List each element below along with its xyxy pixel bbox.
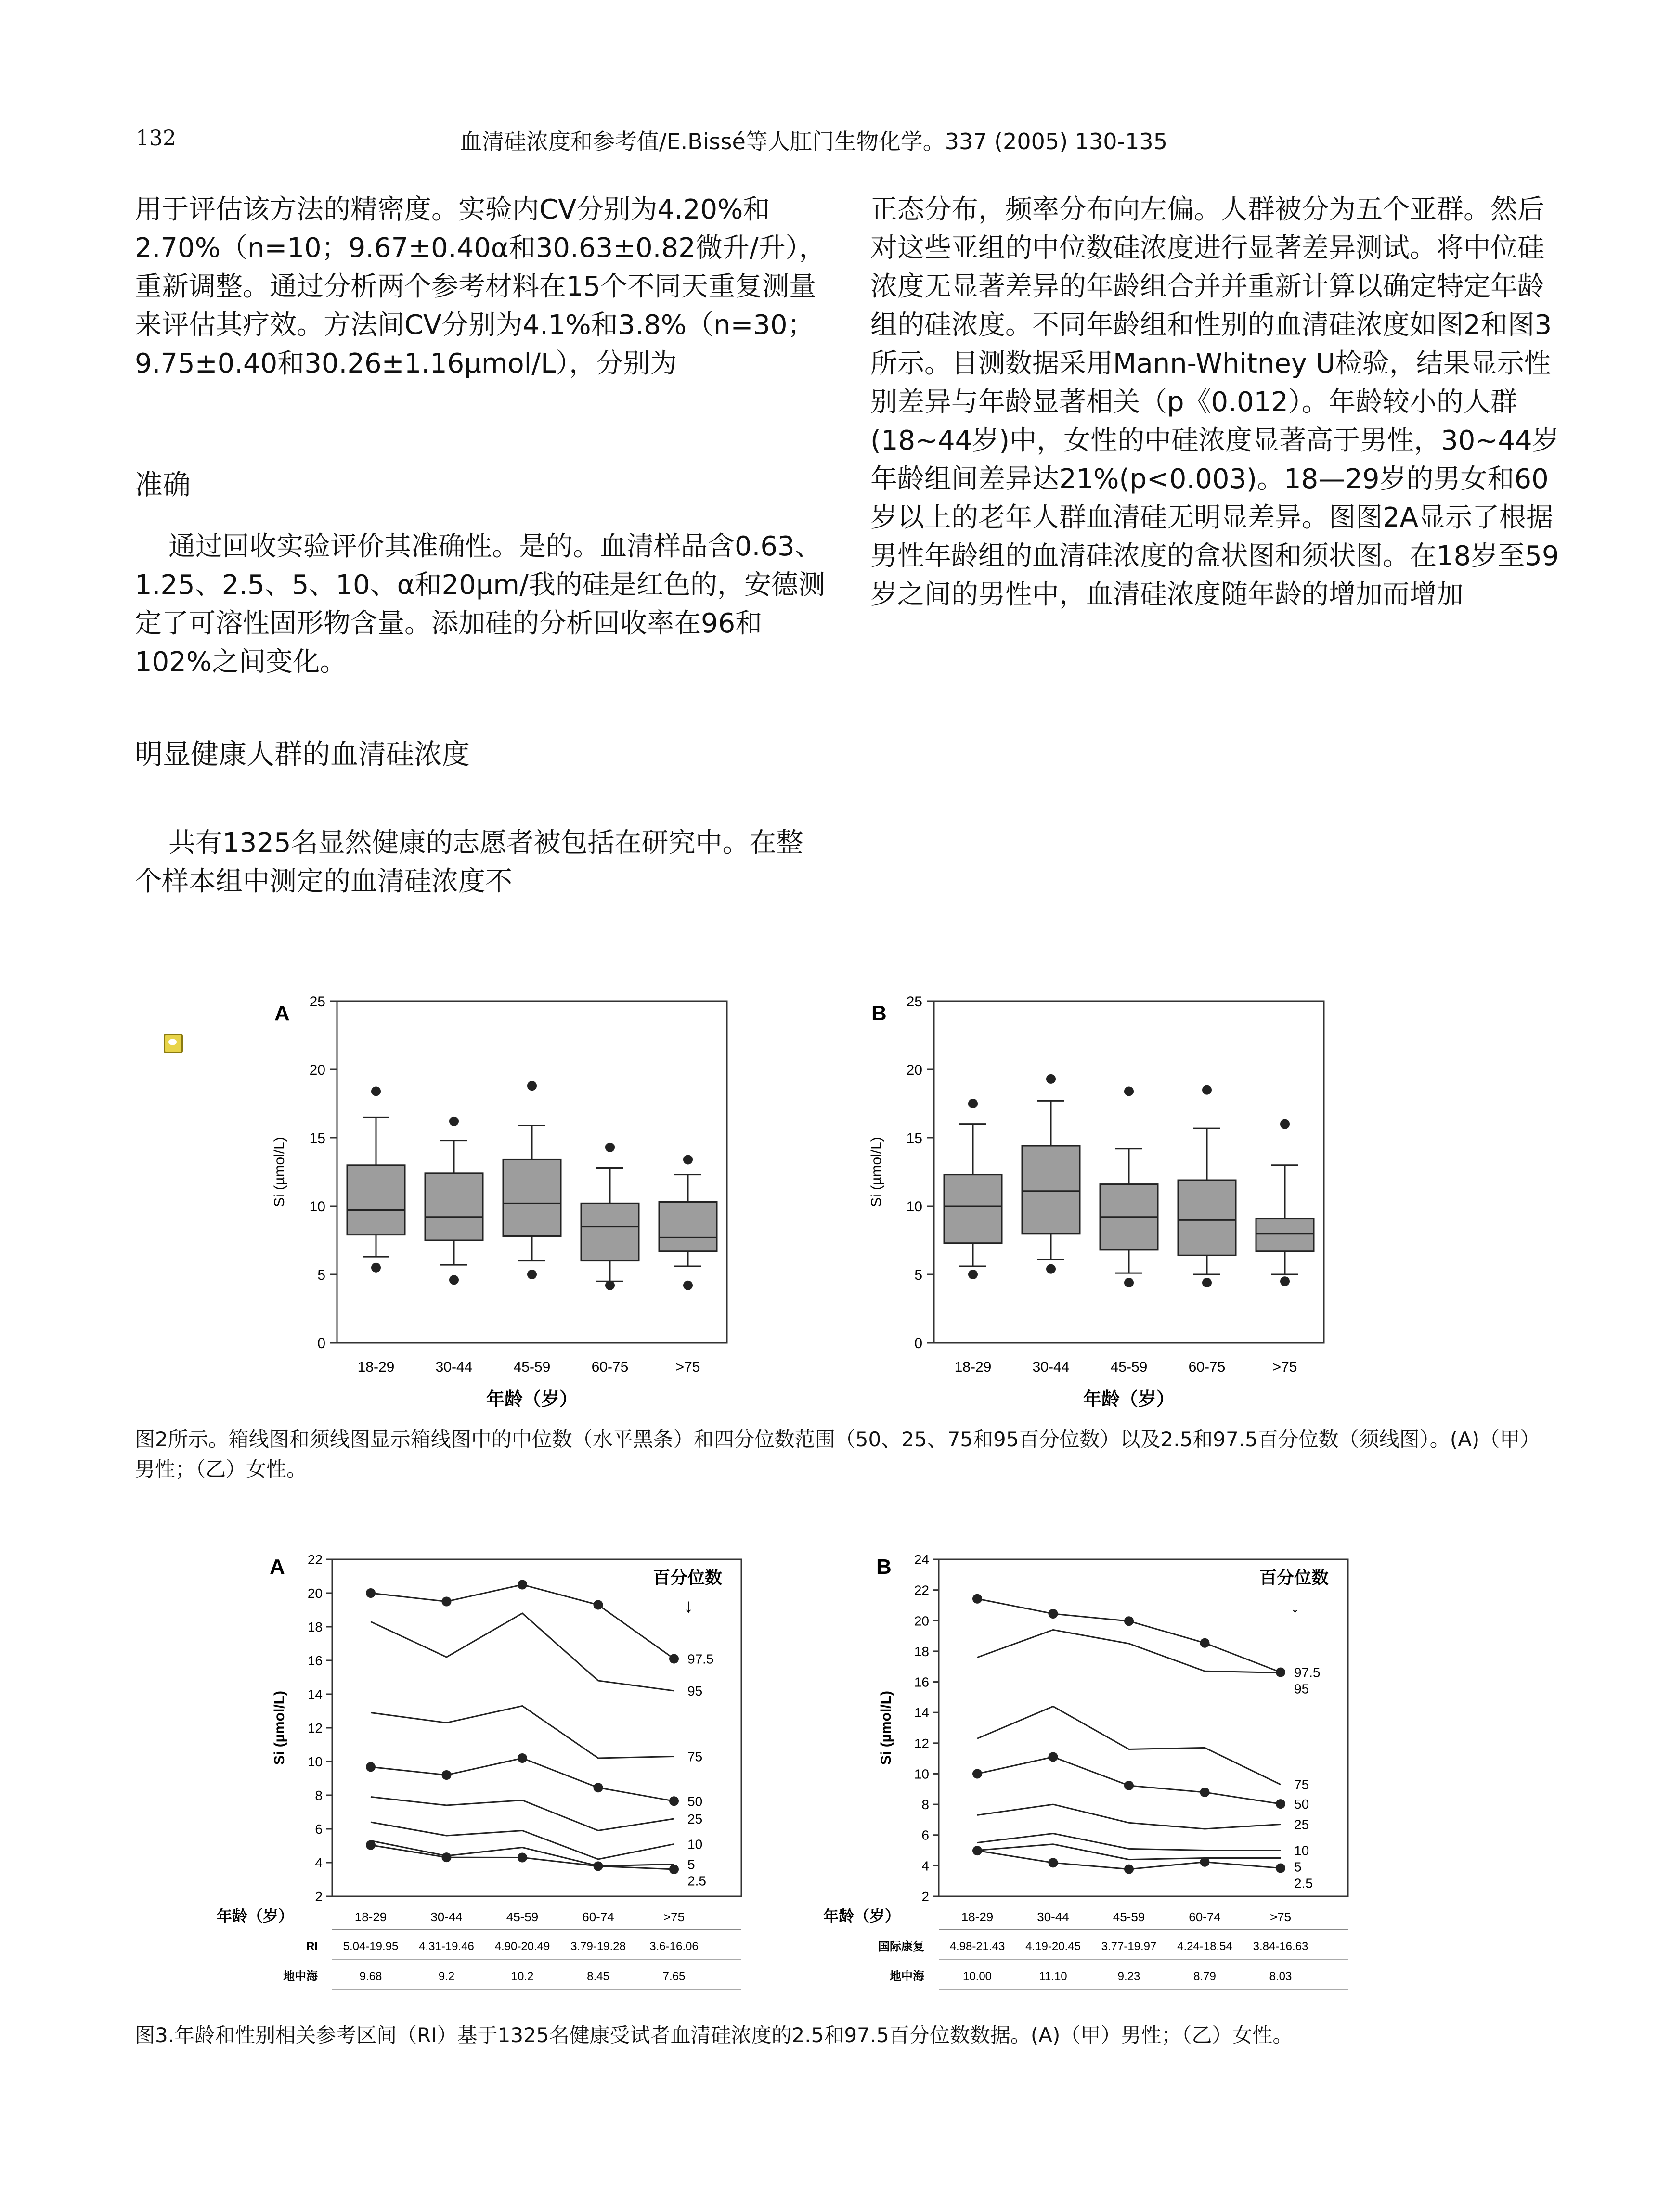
series-label: 25 bbox=[687, 1812, 703, 1826]
series-label: 5 bbox=[687, 1857, 695, 1872]
series-label: 50 bbox=[1294, 1797, 1309, 1812]
percentile-line-25 bbox=[371, 1797, 674, 1831]
percentile-point bbox=[366, 1588, 376, 1598]
y-tick-label: 10 bbox=[307, 1754, 323, 1769]
y-tick-label: 16 bbox=[914, 1674, 929, 1690]
y-tick-label: 22 bbox=[914, 1582, 929, 1598]
box bbox=[1022, 1146, 1080, 1234]
figure-2-caption: 图2所示。箱线图和须线图显示箱线图中的中位数（水平黑条）和四分位数范围（50、25、75和95百分位数）以及2.5和97.5百分位数（须线图）。(A)（甲）男性；（乙）女性。 bbox=[135, 1428, 1541, 1481]
percentile-point bbox=[1200, 1638, 1210, 1648]
y-tick-label: 5 bbox=[914, 1267, 922, 1283]
x-tick-label: 30-44 bbox=[1032, 1359, 1070, 1375]
plot-frame bbox=[939, 1559, 1348, 1896]
table-cell: 4.24-18.54 bbox=[1177, 1940, 1232, 1953]
x-tick-label: 60-75 bbox=[1188, 1359, 1226, 1375]
box bbox=[425, 1173, 483, 1240]
table-cell: 10.00 bbox=[962, 1970, 992, 1983]
percentile-line-97.5 bbox=[977, 1599, 1281, 1672]
precision-text: 用于评估该方法的精密度。实验内CV分别为4.20%和2.70%（n=10；9.67±0.40α和30.63±0.82微升/升），重新调整。通过分析两个参考材料在15个不同天重复测量来评估其疗效。方法间CV分别为4.1%和3.8%（n=30；9.75±0.40和30.26±1.16μmol/L），分别为 bbox=[135, 194, 826, 379]
x-tick-label: >75 bbox=[1272, 1359, 1297, 1375]
precision-paragraph bbox=[135, 191, 828, 383]
table-cell: 3.77-19.97 bbox=[1101, 1940, 1157, 1953]
outlier-point bbox=[1046, 1074, 1056, 1084]
percentile-line-95 bbox=[977, 1630, 1281, 1672]
table-cell: 8.03 bbox=[1269, 1970, 1292, 1983]
y-tick-label: 0 bbox=[914, 1336, 922, 1351]
percentile-point bbox=[1200, 1857, 1210, 1867]
outlier-point bbox=[1124, 1086, 1134, 1096]
outlier-point bbox=[605, 1281, 615, 1290]
percentile-line-25 bbox=[977, 1804, 1281, 1829]
percentile-point bbox=[442, 1597, 452, 1607]
y-tick-label: 14 bbox=[914, 1705, 929, 1721]
table-cell: 3.84-16.63 bbox=[1253, 1940, 1308, 1953]
percentile-title: 百分位数 bbox=[652, 1568, 722, 1587]
x-tick-label: 30-44 bbox=[435, 1359, 473, 1375]
arrow-down-icon: ↓ bbox=[1290, 1595, 1300, 1617]
x-tick-label: 30-44 bbox=[1037, 1910, 1069, 1924]
y-axis-label: Si (µmol/L) bbox=[272, 1691, 287, 1765]
series-label: 10 bbox=[687, 1837, 703, 1852]
percentile-title: 百分位数 bbox=[1259, 1568, 1329, 1587]
x-axis-label: 年龄（岁） bbox=[1083, 1389, 1175, 1410]
percentile-point bbox=[1276, 1863, 1285, 1873]
x-tick-label: >75 bbox=[1269, 1910, 1292, 1924]
box bbox=[1178, 1180, 1236, 1255]
accuracy-paragraph: 通过回收实验评价其准确性。是的。血清样品含0.63、1.25、2.5、5、10、α和20μm/我的硅是红色的，安德测定了可溶性固形物含量。添加硅的分析回收率在96和102%之间变化。 bbox=[135, 531, 825, 678]
y-tick-label: 15 bbox=[906, 1131, 922, 1146]
series-label: 2.5 bbox=[687, 1873, 706, 1889]
x-tick-label: 60-74 bbox=[582, 1910, 614, 1924]
table-cell: 3.6-16.06 bbox=[649, 1940, 699, 1953]
series-label: 2.5 bbox=[1294, 1876, 1313, 1891]
table-cell: 3.79-19.28 bbox=[570, 1940, 626, 1953]
y-axis-label: Si (µmol/L) bbox=[868, 1137, 884, 1207]
y-axis-label: Si (µmol/L) bbox=[272, 1137, 287, 1207]
y-tick-label: 10 bbox=[309, 1199, 325, 1215]
percentile-point bbox=[442, 1770, 452, 1780]
table-row-label: 国际康复 bbox=[878, 1940, 924, 1953]
series-label: 95 bbox=[1294, 1681, 1309, 1697]
x-tick-label: 60-75 bbox=[591, 1359, 629, 1375]
series-label: 75 bbox=[687, 1749, 703, 1764]
table-cell: 4.90-20.49 bbox=[494, 1940, 550, 1953]
box bbox=[581, 1203, 639, 1260]
percentile-point bbox=[518, 1753, 527, 1763]
percentile-line-10 bbox=[977, 1834, 1281, 1851]
series-label: 97.5 bbox=[1294, 1665, 1321, 1680]
outlier-point bbox=[371, 1086, 381, 1096]
percentile-point bbox=[442, 1852, 452, 1862]
outlier-point bbox=[449, 1117, 459, 1126]
percentile-point bbox=[972, 1594, 982, 1604]
percentile-point bbox=[1124, 1865, 1134, 1874]
x-tick-label: 18-29 bbox=[354, 1910, 387, 1924]
arrow-down-icon: ↓ bbox=[684, 1595, 693, 1617]
series-label: 5 bbox=[1294, 1859, 1302, 1875]
x-tick-label: 18-29 bbox=[357, 1359, 395, 1375]
series-label: 25 bbox=[1294, 1817, 1309, 1832]
outlier-point bbox=[449, 1275, 459, 1285]
y-tick-label: 12 bbox=[307, 1721, 323, 1736]
series-label: 75 bbox=[1294, 1777, 1309, 1792]
outlier-point bbox=[527, 1081, 537, 1091]
age-label: 年龄（岁） bbox=[217, 1907, 294, 1925]
results-paragraph bbox=[870, 191, 1564, 614]
percentile-point bbox=[594, 1600, 603, 1610]
percentile-point bbox=[1124, 1781, 1134, 1790]
figure-2 bbox=[0, 972, 1658, 1420]
outlier-point bbox=[1124, 1278, 1134, 1287]
percentile-point bbox=[669, 1865, 679, 1874]
y-tick-label: 22 bbox=[307, 1552, 323, 1567]
y-tick-label: 4 bbox=[921, 1858, 929, 1874]
percentile-point bbox=[1276, 1799, 1285, 1809]
percentile-line-50 bbox=[371, 1758, 674, 1801]
outlier-point bbox=[1202, 1085, 1212, 1095]
population-heading: 明显健康人群的血清硅浓度 bbox=[135, 738, 470, 771]
percentile-line-50 bbox=[977, 1757, 1281, 1804]
page-number: 132 bbox=[136, 126, 176, 151]
outlier-point bbox=[605, 1143, 615, 1152]
percentile-point bbox=[972, 1769, 982, 1778]
outlier-point bbox=[1046, 1264, 1056, 1274]
x-tick-label: >75 bbox=[675, 1359, 700, 1375]
series-label: 50 bbox=[687, 1794, 703, 1809]
percentile-point bbox=[1049, 1609, 1058, 1619]
y-tick-label: 18 bbox=[914, 1644, 929, 1659]
x-tick-label: 18-29 bbox=[961, 1910, 994, 1924]
y-tick-label: 0 bbox=[317, 1336, 325, 1351]
x-tick-label: 60-74 bbox=[1189, 1910, 1221, 1924]
running-title: 血清硅浓度和参考值/E.Bissé等人肛门生物化学。337 (2005) 130-135 bbox=[460, 129, 1167, 154]
percentile-line-75 bbox=[371, 1706, 674, 1759]
y-tick-label: 18 bbox=[307, 1620, 323, 1634]
table-cell: 8.45 bbox=[587, 1970, 609, 1983]
x-tick-label: 45-59 bbox=[1110, 1359, 1148, 1375]
percentile-point bbox=[594, 1861, 603, 1871]
y-tick-label: 8 bbox=[921, 1797, 929, 1813]
x-tick-label: 45-59 bbox=[506, 1910, 539, 1924]
outlier-point bbox=[1202, 1278, 1212, 1287]
percentile-point bbox=[518, 1580, 527, 1590]
y-tick-label: 25 bbox=[309, 994, 325, 1010]
x-tick-label: 30-44 bbox=[430, 1910, 463, 1924]
panel-letter: B bbox=[876, 1555, 892, 1579]
x-tick-label: >75 bbox=[663, 1910, 685, 1924]
age-label: 年龄（岁） bbox=[823, 1907, 901, 1925]
y-tick-label: 10 bbox=[914, 1766, 929, 1782]
outlier-point bbox=[968, 1099, 978, 1108]
table-row-label: RI bbox=[306, 1940, 318, 1953]
panel-letter: A bbox=[274, 1002, 290, 1025]
percentile-point bbox=[1049, 1858, 1058, 1867]
panel-letter: B bbox=[871, 1002, 887, 1025]
table-cell: 4.19-20.45 bbox=[1025, 1940, 1081, 1953]
figure-3-caption: 图3.年龄和性别相关参考区间（RI）基于1325名健康受试者血清硅浓度的2.5和97.5百分位数数据。(A)（甲）男性；（乙）女性。 bbox=[135, 2023, 1293, 2047]
outlier-point bbox=[683, 1281, 693, 1290]
percentile-line-75 bbox=[977, 1706, 1281, 1784]
percentile-point bbox=[366, 1762, 376, 1772]
y-tick-label: 20 bbox=[914, 1613, 929, 1629]
percentile-line-95 bbox=[371, 1613, 674, 1691]
y-tick-label: 25 bbox=[906, 994, 922, 1010]
panel-letter: A bbox=[270, 1555, 285, 1579]
y-tick-label: 20 bbox=[906, 1062, 922, 1078]
series-label: 97.5 bbox=[687, 1651, 714, 1667]
table-cell: 10.2 bbox=[511, 1970, 534, 1983]
percentile-point bbox=[669, 1796, 679, 1806]
box bbox=[1256, 1219, 1314, 1251]
table-row-label: 地中海 bbox=[890, 1970, 924, 1983]
table-row-label: 地中海 bbox=[283, 1970, 318, 1983]
y-tick-label: 8 bbox=[315, 1788, 323, 1803]
percentile-point bbox=[1049, 1752, 1058, 1762]
box bbox=[659, 1202, 717, 1251]
percentile-point bbox=[366, 1840, 376, 1850]
y-tick-label: 15 bbox=[309, 1131, 325, 1146]
y-tick-label: 20 bbox=[307, 1586, 323, 1601]
series-label: 10 bbox=[1294, 1843, 1309, 1858]
y-tick-label: 20 bbox=[309, 1062, 325, 1078]
y-tick-label: 10 bbox=[906, 1199, 922, 1215]
percentile-point bbox=[669, 1654, 679, 1664]
percentile-point bbox=[518, 1853, 527, 1863]
percentile-line-97.5 bbox=[371, 1585, 674, 1659]
figure-3 bbox=[0, 1545, 1658, 2007]
box bbox=[503, 1159, 561, 1236]
table-cell: 5.04-19.95 bbox=[343, 1940, 399, 1953]
table-cell: 9.68 bbox=[359, 1970, 382, 1983]
percentile-point bbox=[594, 1783, 603, 1792]
table-cell: 8.79 bbox=[1193, 1970, 1216, 1983]
x-tick-label: 45-59 bbox=[513, 1359, 551, 1375]
y-tick-label: 5 bbox=[317, 1267, 325, 1283]
table-cell: 9.2 bbox=[438, 1970, 455, 1983]
table-cell: 11.10 bbox=[1039, 1970, 1067, 1983]
y-tick-label: 12 bbox=[914, 1736, 929, 1751]
y-tick-label: 6 bbox=[315, 1822, 323, 1837]
y-tick-label: 4 bbox=[315, 1855, 323, 1870]
table-cell: 4.98-21.43 bbox=[949, 1940, 1005, 1953]
x-tick-label: 45-59 bbox=[1113, 1910, 1145, 1924]
table-cell: 9.23 bbox=[1117, 1970, 1140, 1983]
accuracy-heading: 准确 bbox=[135, 468, 191, 501]
y-tick-label: 16 bbox=[307, 1653, 323, 1668]
percentile-point bbox=[1124, 1616, 1134, 1626]
percentile-point bbox=[972, 1846, 982, 1855]
table-cell: 4.31-19.46 bbox=[419, 1940, 474, 1953]
outlier-point bbox=[683, 1155, 693, 1164]
box bbox=[944, 1175, 1002, 1243]
x-tick-label: 18-29 bbox=[954, 1359, 992, 1375]
y-tick-label: 14 bbox=[307, 1687, 323, 1702]
results-text: 正态分布，频率分布向左偏。人群被分为五个亚群。然后对这些亚组的中位数硅浓度进行显著差异测试。将中位硅浓度无显著差异的年龄组合并并重新计算以确定特定年龄组的硅浓度。不同年龄组和性别的血清硅浓度如图2和图3所示。目测数据采用Mann-Whitney U检验，结果显示性别差异与年龄显著相关（p《0.012）。年龄较小的人群(18~44岁)中，女性的中硅浓度显著高于男性，30~44岁年龄组间差异达21%(p<0.003)。18—29岁的男女和60岁以上的老年人群血清硅无明显差异。图图2A显示了根据男性年龄组的血清硅浓度的盒状图和须状图。在18岁至59岁之间的男性中，血清硅浓度随年龄的增加而增加 bbox=[870, 194, 1559, 610]
x-axis-label: 年龄（岁） bbox=[486, 1389, 578, 1410]
outlier-point bbox=[1280, 1119, 1290, 1129]
box bbox=[347, 1165, 405, 1235]
y-tick-label: 2 bbox=[921, 1889, 929, 1904]
outlier-point bbox=[371, 1263, 381, 1273]
population-paragraph: 共有1325名显然健康的志愿者被包括在研究中。在整个样本组中测定的血清硅浓度不 bbox=[135, 827, 803, 897]
y-tick-label: 2 bbox=[315, 1889, 323, 1904]
percentile-point bbox=[1200, 1788, 1210, 1797]
table-cell: 7.65 bbox=[662, 1970, 686, 1983]
series-label: 95 bbox=[687, 1684, 703, 1698]
y-tick-label: 6 bbox=[921, 1827, 929, 1843]
outlier-point bbox=[968, 1270, 978, 1279]
outlier-point bbox=[1280, 1276, 1290, 1286]
y-tick-label: 24 bbox=[914, 1552, 929, 1567]
y-axis-label: Si (µmol/L) bbox=[878, 1691, 894, 1765]
outlier-point bbox=[527, 1270, 537, 1279]
